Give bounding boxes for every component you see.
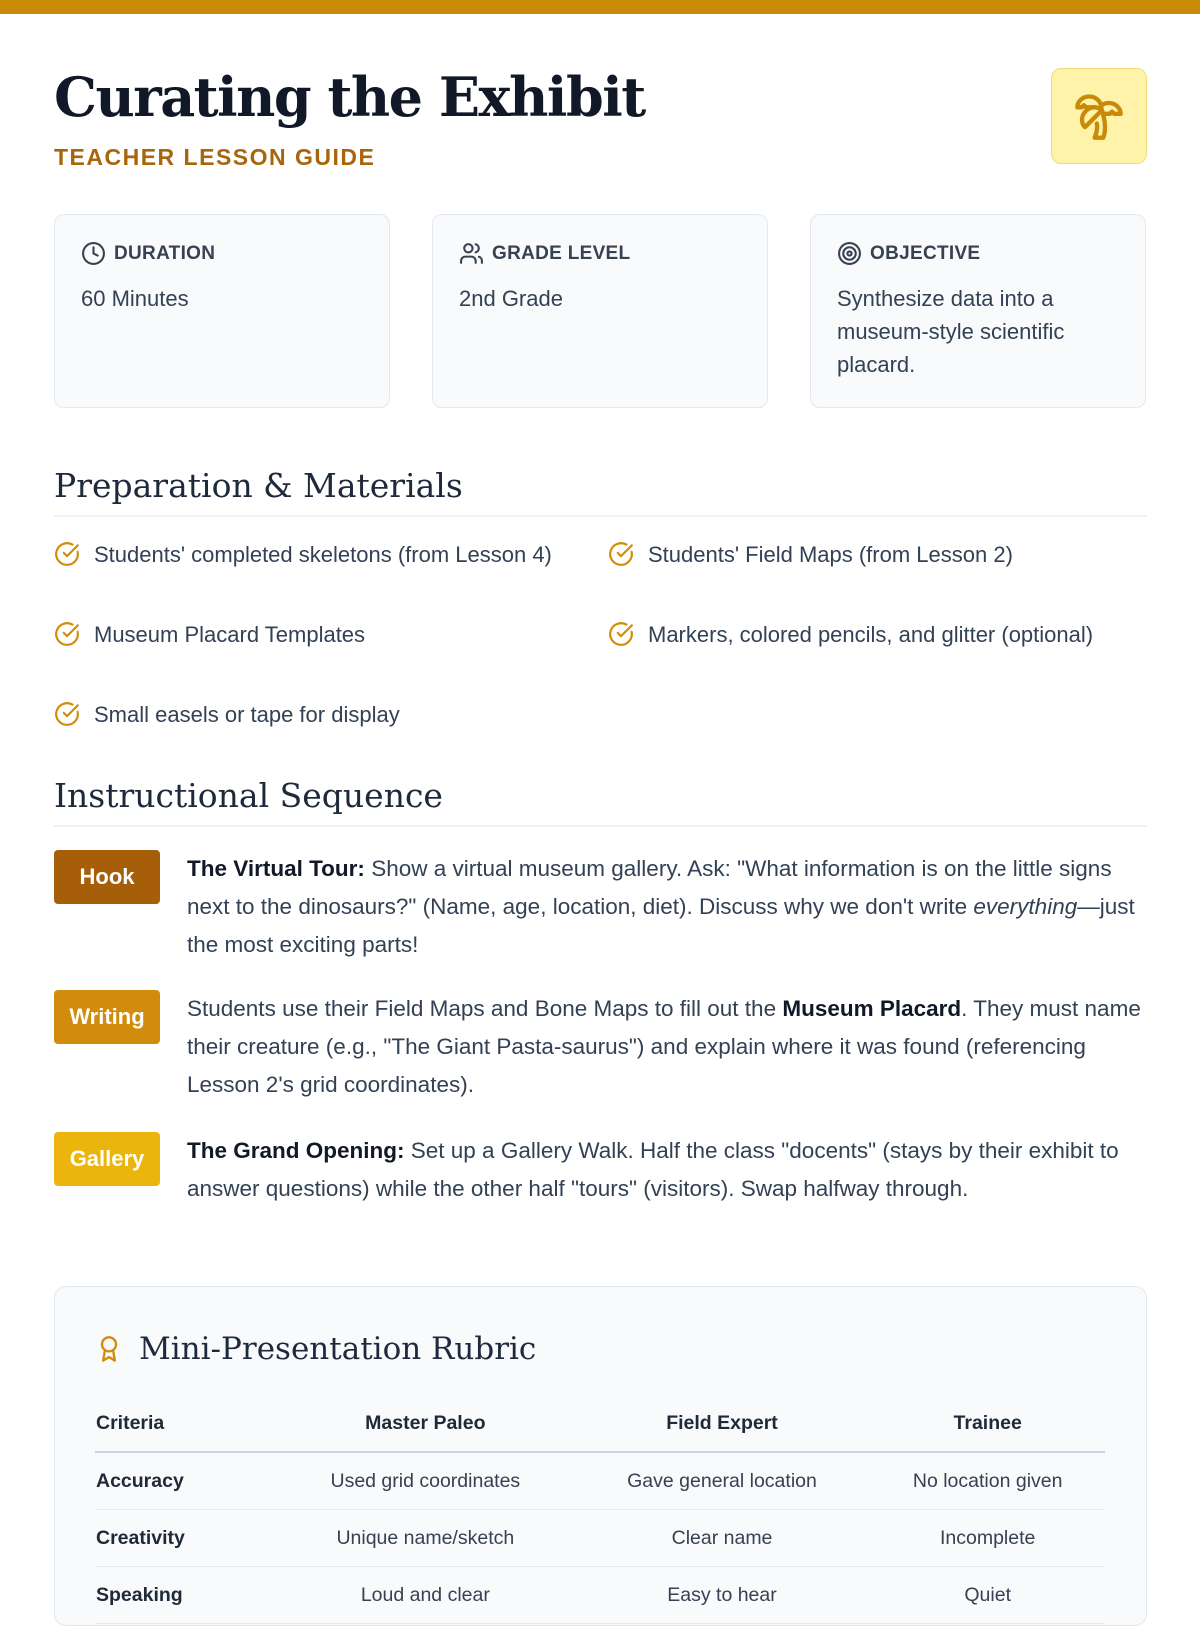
gallery-text: The Grand Opening: Set up a Gallery Walk. Half the class "docents" (stays by their exhibit to answer questions) while the other half "tours" (visitors). Swap halfway through. bbox=[187, 1138, 1119, 1201]
award-ribbon-icon bbox=[95, 1333, 123, 1365]
logo-badge bbox=[1051, 68, 1147, 164]
table-row bbox=[95, 1567, 1105, 1624]
table-row bbox=[95, 1452, 1105, 1510]
writing-text: Students use their Field Maps and Bone Maps to fill out the Museum Placard. They must name their creature (e.g., "The Giant Pasta-saurus") and explain where it was found (referencing Lesson 2's grid coordinates). bbox=[187, 996, 1141, 1097]
criteria-cell: Speaking bbox=[95, 1567, 277, 1624]
duration-label: DURATION bbox=[114, 242, 216, 264]
rubric-header-row bbox=[95, 1395, 1105, 1452]
clock-icon bbox=[81, 241, 106, 266]
duration-card bbox=[54, 214, 390, 408]
list-item bbox=[54, 538, 554, 576]
table-cell: Unique name/sketch bbox=[277, 1510, 574, 1567]
list-item bbox=[54, 618, 554, 656]
grade-level-value: 2nd Grade bbox=[459, 286, 563, 311]
writing-badge: Writing bbox=[54, 990, 160, 1044]
check-circle-icon bbox=[54, 541, 80, 576]
table-cell: Quiet bbox=[870, 1567, 1105, 1624]
material-text: Museum Placard Templates bbox=[94, 622, 366, 647]
table-row bbox=[95, 1510, 1105, 1567]
material-text: Students' Field Maps (from Lesson 2) bbox=[648, 542, 1013, 567]
table-cell: No location given bbox=[870, 1452, 1105, 1510]
objective-card bbox=[810, 214, 1146, 408]
objective-label: OBJECTIVE bbox=[870, 242, 981, 264]
duration-value: 60 Minutes bbox=[81, 286, 189, 311]
grade-level-card bbox=[432, 214, 768, 408]
check-circle-icon bbox=[54, 621, 80, 656]
criteria-cell: Creativity bbox=[95, 1510, 277, 1567]
target-icon bbox=[837, 241, 862, 266]
list-item bbox=[608, 538, 1108, 576]
table-cell: Clear name bbox=[574, 1510, 871, 1567]
writing-bold: Museum Placard bbox=[782, 996, 962, 1021]
page-subtitle: TEACHER LESSON GUIDE bbox=[54, 144, 376, 170]
rubric-panel bbox=[54, 1286, 1147, 1626]
page-header bbox=[54, 64, 1147, 174]
material-text: Markers, colored pencils, and glitter (optional) bbox=[648, 622, 1094, 647]
column-header: Field Expert bbox=[574, 1395, 871, 1452]
top-accent-bar bbox=[0, 0, 1200, 14]
hook-text: The Virtual Tour: Show a virtual museum gallery. Ask: "What information is on the little signs next to the dinosaurs?" (Name, age, location, diet). Discuss why we don't write everything—just the most exciting parts! bbox=[187, 856, 1135, 957]
column-header: Criteria bbox=[95, 1395, 277, 1452]
check-circle-icon bbox=[608, 541, 634, 576]
rubric-table bbox=[95, 1395, 1105, 1624]
criteria-cell: Accuracy bbox=[95, 1452, 277, 1510]
rubric-title: Mini-Presentation Rubric bbox=[139, 1331, 537, 1367]
info-cards bbox=[54, 214, 1147, 410]
objective-value: Synthesize data into a museum-style scientific placard. bbox=[837, 286, 1065, 377]
table-cell: Gave general location bbox=[574, 1452, 871, 1510]
grade-level-label: GRADE LEVEL bbox=[492, 242, 631, 264]
check-circle-icon bbox=[608, 621, 634, 656]
material-text: Small easels or tape for display bbox=[94, 702, 400, 727]
check-circle-icon bbox=[54, 701, 80, 736]
material-text: Students' completed skeletons (from Lesson 4) bbox=[94, 542, 552, 567]
gallery-badge: Gallery bbox=[54, 1132, 160, 1186]
page-title: Curating the Exhibit bbox=[54, 65, 645, 129]
materials-heading: Preparation & Materials bbox=[54, 466, 1147, 517]
table-cell: Used grid coordinates bbox=[277, 1452, 574, 1510]
column-header: Master Paleo bbox=[277, 1395, 574, 1452]
table-cell: Incomplete bbox=[870, 1510, 1105, 1567]
hook-lead: The Virtual Tour: bbox=[187, 856, 365, 881]
list-item bbox=[608, 618, 1108, 656]
palm-tree-icon bbox=[1073, 90, 1125, 142]
list-item bbox=[54, 698, 554, 736]
column-header: Trainee bbox=[870, 1395, 1105, 1452]
sequence-heading: Instructional Sequence bbox=[54, 776, 1147, 827]
table-cell: Easy to hear bbox=[574, 1567, 871, 1624]
hook-badge: Hook bbox=[54, 850, 160, 904]
users-icon bbox=[459, 241, 484, 266]
hook-emphasis: everything bbox=[973, 894, 1078, 919]
gallery-lead: The Grand Opening: bbox=[187, 1138, 405, 1163]
table-cell: Loud and clear bbox=[277, 1567, 574, 1624]
